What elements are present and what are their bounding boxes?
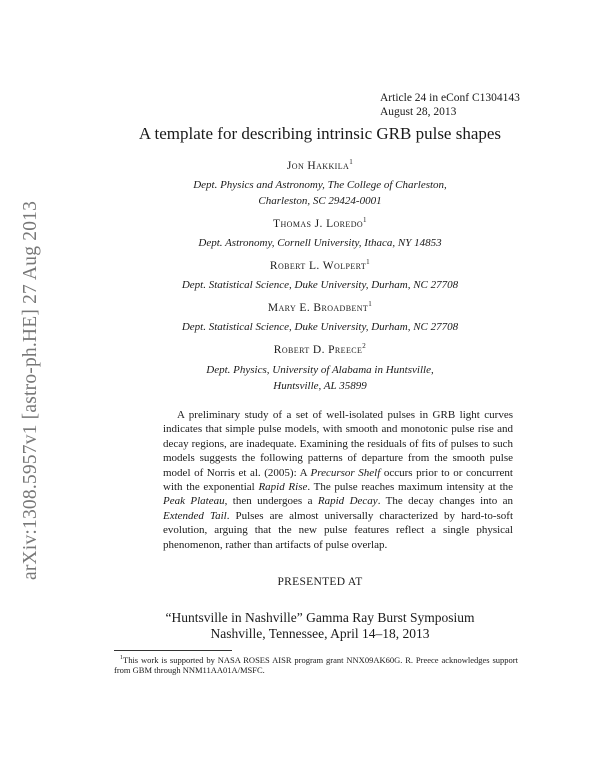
- footnote-text: This work is supported by NASA ROSES AISR program grant NNX09AK60G. R. Preece acknowledges support from GBM through NNM11AA01A/MSFC.: [114, 654, 518, 676]
- author-name: Mary E. Broadbent$^1$: [267, 300, 373, 314]
- arxiv-identifier-stamp: arXiv:1308.5957v1 [astro-ph.HE] 27 Aug 2013: [20, 200, 41, 580]
- conference-name: “Huntsville in Nashville” Gamma Ray Burst Symposium: [165, 610, 475, 625]
- article-info-line-1: Article 24 in eConf C1304143: [380, 92, 520, 104]
- presented-at-label: PRESENTED AT: [277, 576, 363, 588]
- footnote-mark: 1: [120, 655, 123, 661]
- author-affiliation: Dept. Astronomy, Cornell University, Ithaca, NY 14853: [198, 237, 442, 249]
- feature-term: Rapid Rise: [258, 481, 308, 494]
- author-affiliation: Dept. Physics and Astronomy, The College of Charleston, Charleston, SC 29424-0001: [193, 179, 447, 207]
- author-footnote-mark: 1: [368, 300, 373, 308]
- author-affiliation: Dept. Statistical Science, Duke University, Durham, NC 27708: [181, 279, 459, 291]
- author-name: Jon Hakkila$^1$: [286, 158, 354, 172]
- author-affiliation: Dept. Statistical Science, Duke University, Durham, NC 27708: [181, 321, 459, 333]
- feature-term: Peak Plateau: [163, 495, 225, 508]
- author-footnote-mark: 1: [349, 158, 354, 166]
- feature-term: Extended Tail: [163, 509, 227, 522]
- author-footnote-mark: 1: [366, 258, 371, 266]
- feature-term: Rapid Decay: [317, 495, 378, 508]
- feature-term: Precursor Shelf: [310, 466, 381, 479]
- article-info: [380, 92, 520, 119]
- author-name: Thomas J. Loredo$^1$: [273, 216, 367, 230]
- author-footnote-mark: 1: [363, 216, 367, 224]
- author-name: Robert D. Preece$^2$: [273, 342, 367, 356]
- abstract: A preliminary study of a set of well-isolated pulses in GRB light curves indicates that simple pulse models, with smooth and monotonic pulse rise and decay regions, are inadequate. Examining the residuals of fits of pulses to such models suggests the following patterns of departure from the smooth pulse model of Norris et al. (2005): A Precursor Shelf occurs prior to or concurrent with the exponential Rapid Rise. The pulse reaches maximum intensity at the Peak Plateau, then undergoes a Rapid Decay. The decay changes into an Extended Tail. Pulses are almost universally characterized by hard-to-soft evolution, arguing that the new pulse features reflect a single physical phenomenon, rather than artifacts of pulse overlap.: [163, 409, 514, 551]
- conference-location-date: Nashville, Tennessee, April 14–18, 2013: [210, 626, 430, 641]
- author-footnote-mark: 2: [362, 342, 367, 350]
- paper-title: A template for describing intrinsic GRB pulse shapes: [138, 124, 502, 143]
- footnote-rule: [114, 650, 232, 651]
- footnote: [114, 653, 518, 676]
- author-name: Robert L. Wolpert$^1$: [269, 258, 371, 272]
- conference-info: [100, 610, 540, 642]
- article-info-line-2: August 28, 2013: [380, 105, 457, 118]
- author-affiliation: Dept. Physics, University of Alabama in Huntsville, Huntsville, AL 35899: [206, 364, 434, 392]
